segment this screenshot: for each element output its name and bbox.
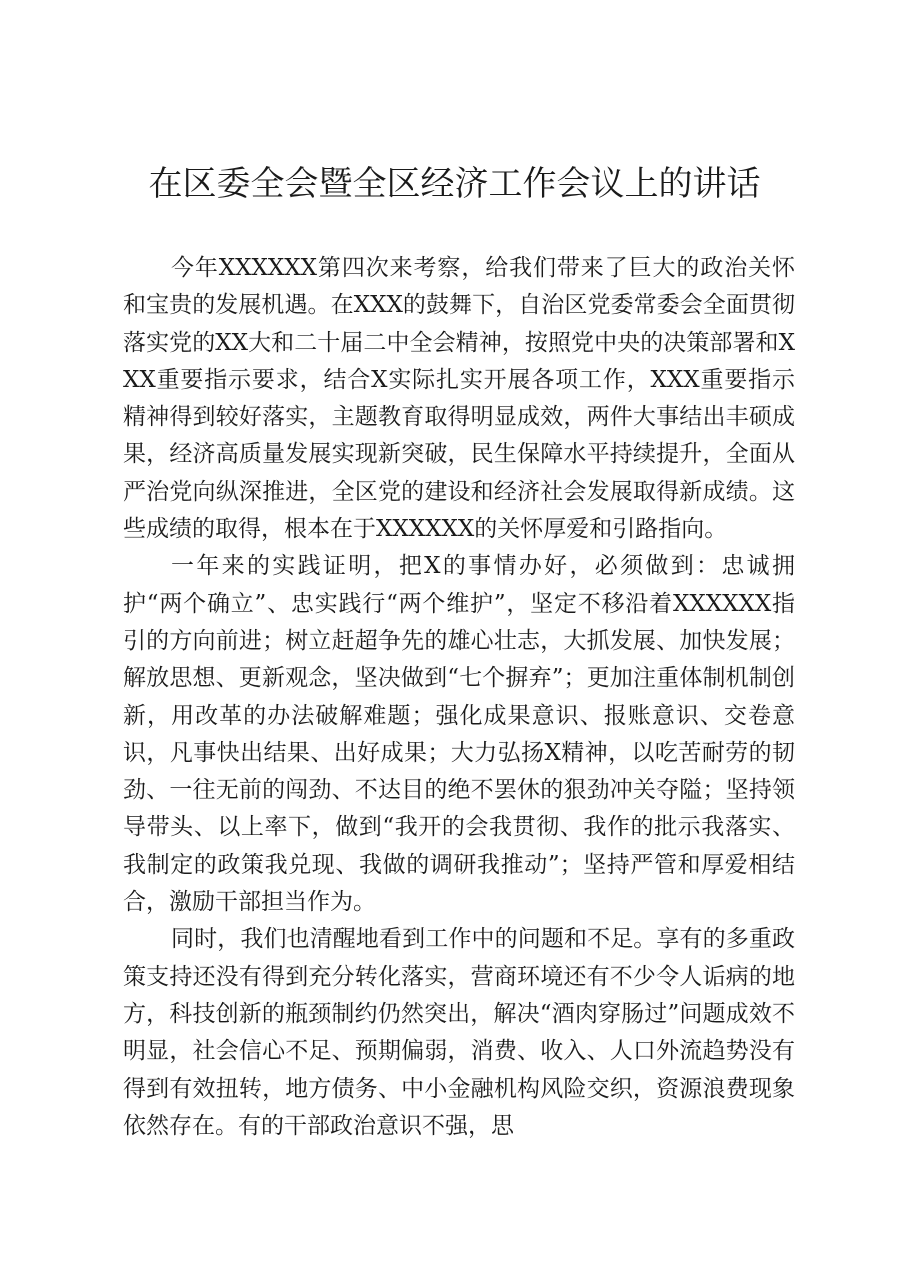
paragraph-2: 一年来的实践证明，把X的事情办好，必须做到：忠诚拥护“两个确立”、忠实践行“两个维护”，坚定不移沿着XXXXXX指引的方向前进；树立赶超争先的雄心壮志，大抓发展、加快发展；解放思想、更新观念，坚决做到“七个摒弃”；更加注重体制机制创新，用改革的办法破解难题；强化成果意识、报账意识、交卷意识，凡事快出结果、出好成果；大力弘扬X精神，以吃苦耐劳的韧劲、一往无前的闯劲、不达目的绝不罢休的狠劲冲关夺隘；坚持领导带头、以上率下，做到“我开的会我贯彻、我作的批示我落实、我制定的政策我兑现、我做的调研我推动”；坚持严管和厚爱相结合，激励干部担当作为。 <box>123 553 795 916</box>
paragraph-3: 同时，我们也清醒地看到工作中的问题和不足。享有的多重政策支持还没有得到充分转化落实，营商环境还有不少令人诟病的地方，科技创新的瓶颈制约仍然突出，解决“酒肉穿肠过”问题成效不明显，社会信心不足、预期偏弱，消费、收入、人口外流趋势没有得到有效扭转，地方债务、中小金融机构风险交织，资源浪费现象依然存在。有的干部政治意识不强，思 <box>123 926 795 1139</box>
paragraph-1: 今年XXXXXX第四次来考察，给我们带来了巨大的政治关怀和宝贵的发展机遇。在XXX的鼓舞下，自治区党委常委会全面贯彻落实党的XX大和二十届二中全会精神，按照党中央的决策部署和XXX重要指示要求，结合X实际扎实开展各项工作，XXX重要指示精神得到较好落实，主题教育取得明显成效，两件大事结出丰硕成果，经济高质量发展实现新突破，民生保障水平持续提升，全面从严治党向纵深推进，全区党的建设和经济社会发展取得新成绩。这些成绩的取得，根本在于XXXXXX的关怀厚爱和引路指向。 <box>123 255 795 543</box>
document-title: 在区委全会暨全区经济工作会议上的讲话 <box>148 164 761 204</box>
document-body <box>123 250 795 1145</box>
